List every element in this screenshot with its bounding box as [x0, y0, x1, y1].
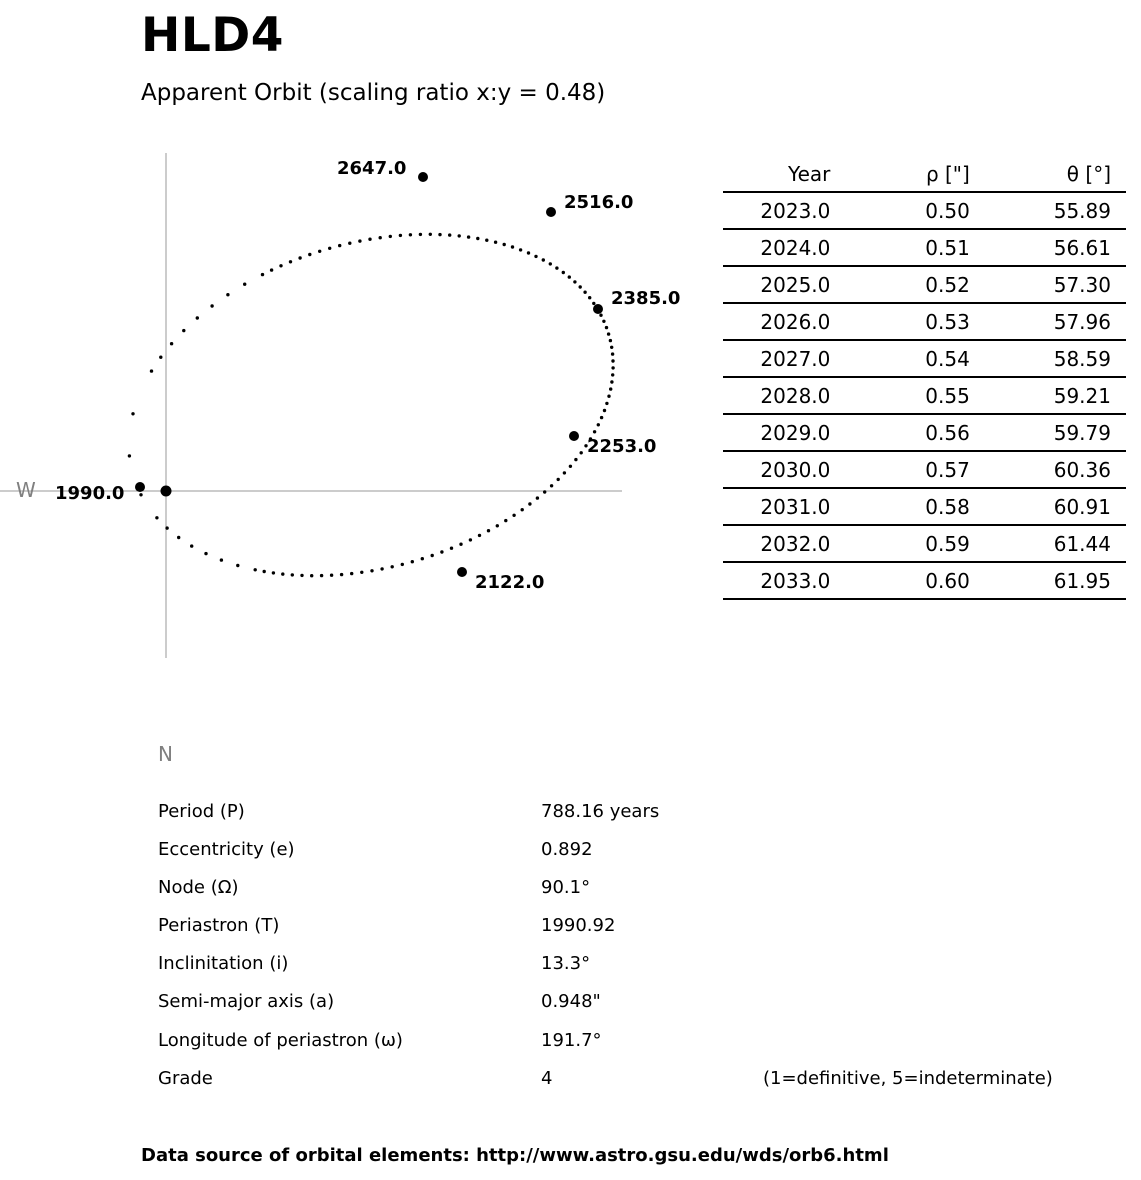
orbit-point [220, 558, 223, 561]
orbit-point [279, 264, 282, 267]
orbit-point [458, 234, 461, 237]
primary-star [161, 486, 172, 497]
table-header-row [723, 156, 1126, 192]
table-row [723, 377, 1126, 414]
orbit-point [588, 296, 591, 299]
orbit-point [600, 416, 603, 419]
orbit-point [196, 316, 199, 319]
orbit-point [263, 570, 266, 573]
table-row [723, 229, 1126, 266]
cell-rho: 0.53 [830, 303, 969, 340]
orbit-point [159, 356, 162, 359]
orbit-point [487, 529, 490, 532]
element-name: Semi-major axis (a) [158, 991, 335, 1013]
orbit-point [504, 519, 507, 522]
orbit-point [348, 242, 351, 245]
orbit-point [261, 273, 264, 276]
labeled-epochs [55, 158, 680, 593]
orbit-point [401, 563, 404, 566]
cell-year: 2027.0 [723, 340, 830, 377]
cell-year: 2028.0 [723, 377, 830, 414]
orbit-point [469, 538, 472, 541]
epoch-label: 2253.0 [587, 436, 657, 457]
orbit-point [411, 560, 414, 563]
orbit-point [611, 373, 614, 376]
orbit-point [605, 326, 608, 329]
orbit-path [128, 233, 615, 578]
orbit-point [440, 550, 443, 553]
orbit-point [485, 239, 488, 242]
table-row [723, 414, 1126, 451]
table-row [723, 525, 1126, 562]
orbit-point [300, 574, 303, 577]
table-row [723, 303, 1126, 340]
orbit-point [380, 567, 383, 570]
orbit-point [511, 245, 514, 248]
cell-year: 2025.0 [723, 266, 830, 303]
orbit-point [557, 478, 560, 481]
orbit-point [368, 238, 371, 241]
orbit-point [226, 293, 229, 296]
orbit-point [281, 572, 284, 575]
orbit-point [431, 554, 434, 557]
orbit-point [597, 423, 600, 426]
orbit-point [550, 484, 553, 487]
orbit-plot [0, 140, 700, 780]
epoch-point [593, 304, 603, 314]
orbit-point [128, 454, 131, 457]
epoch-label: 2122.0 [475, 572, 545, 593]
orbit-point [580, 451, 583, 454]
orbit-point [328, 247, 331, 250]
orbit-point [592, 302, 595, 305]
orbit-point [155, 516, 158, 519]
element-name: Longitude of periastron (ω) [158, 1029, 403, 1051]
orbit-point [611, 352, 614, 355]
orbit-point [609, 339, 612, 342]
orbit-point [568, 275, 571, 278]
orbit-point [330, 574, 333, 577]
header-year: Year [723, 156, 830, 192]
orbit-point [573, 280, 576, 283]
table-row [723, 488, 1126, 525]
cell-rho: 0.60 [830, 562, 969, 599]
cell-rho: 0.50 [830, 192, 969, 229]
orbit-point [605, 402, 608, 405]
orbit-point [358, 239, 361, 242]
orbit-point [177, 536, 180, 539]
orbit-point [298, 256, 301, 259]
cell-theta: 59.79 [970, 414, 1126, 451]
epoch-point [546, 207, 556, 217]
element-value: 0.892 [541, 839, 593, 861]
cell-year: 2029.0 [723, 414, 830, 451]
orbit-point [563, 471, 566, 474]
cell-rho: 0.56 [830, 414, 969, 451]
orbit-point [603, 409, 606, 412]
orbit-point [534, 255, 537, 258]
element-name: Periastron (T) [158, 915, 280, 937]
orbit-point [370, 569, 373, 572]
orbit-point [182, 329, 185, 332]
orbit-point [438, 233, 441, 236]
cell-theta: 61.95 [970, 562, 1126, 599]
orbit-point [579, 285, 582, 288]
cell-year: 2026.0 [723, 303, 830, 340]
orbit-subtitle: Apparent Orbit (scaling ratio x:y = 0.48) [141, 80, 606, 106]
star-title: HLD4 [141, 8, 284, 63]
cell-theta: 57.30 [970, 266, 1126, 303]
orbit-point [318, 250, 321, 253]
grade-note: (1=definitive, 5=indeterminate) [763, 1067, 1053, 1089]
orbit-point [338, 244, 341, 247]
cell-year: 2031.0 [723, 488, 830, 525]
epoch-point [457, 567, 467, 577]
orbit-point [310, 574, 313, 577]
orbit-point [254, 568, 257, 571]
orbit-point [574, 458, 577, 461]
orbit-point [599, 314, 602, 317]
orbit-point [569, 465, 572, 468]
element-value: 0.948" [541, 991, 601, 1013]
orbit-point [610, 380, 613, 383]
orbit-point [519, 248, 522, 251]
orbit-point [350, 572, 353, 575]
orbit-point [528, 502, 531, 505]
orbit-point [459, 543, 462, 546]
element-name: Eccentricity (e) [158, 839, 295, 861]
header-theta: θ [°] [970, 156, 1126, 192]
orbit-point [399, 234, 402, 237]
cell-year: 2030.0 [723, 451, 830, 488]
orbit-point [131, 412, 134, 415]
element-value: 1990.92 [541, 915, 616, 937]
orbit-point [593, 430, 596, 433]
orbit-point [536, 496, 539, 499]
cell-theta: 57.96 [970, 303, 1126, 340]
data-source: Data source of orbital elements: http://www.astro.gsu.edu/wds/orb6.html [141, 1145, 889, 1166]
element-name: Node (Ω) [158, 877, 239, 899]
orbit-point [340, 573, 343, 576]
orbit-point [421, 557, 424, 560]
orbit-point [379, 236, 382, 239]
epoch-label: 2385.0 [611, 288, 681, 309]
element-name: Grade [158, 1067, 213, 1089]
table-row [723, 266, 1126, 303]
orbit-point [607, 395, 610, 398]
orbit-point [389, 235, 392, 238]
orbit-point [139, 493, 142, 496]
orbit-point [190, 544, 193, 547]
ephemeris-table [723, 156, 1126, 600]
element-value: 191.7° [541, 1029, 602, 1051]
cell-rho: 0.58 [830, 488, 969, 525]
orbit-point [602, 320, 605, 323]
orbit-point [448, 233, 451, 236]
cell-rho: 0.51 [830, 229, 969, 266]
orbit-point [610, 346, 613, 349]
orbit-point [611, 366, 614, 369]
orbit-point [308, 253, 311, 256]
cell-rho: 0.52 [830, 266, 969, 303]
cell-rho: 0.59 [830, 525, 969, 562]
north-label: N [158, 742, 173, 766]
cell-year: 2032.0 [723, 525, 830, 562]
cell-theta: 58.59 [970, 340, 1126, 377]
orbit-point [607, 332, 610, 335]
orbit-point [291, 573, 294, 576]
orbit-point [476, 237, 479, 240]
orbit-point [429, 233, 432, 236]
cell-theta: 60.91 [970, 488, 1126, 525]
orbit-point [543, 490, 546, 493]
epoch-point [135, 482, 145, 492]
orbit-point [210, 304, 213, 307]
cell-rho: 0.54 [830, 340, 969, 377]
orbit-point [170, 342, 173, 345]
cell-year: 2033.0 [723, 562, 830, 599]
cell-theta: 60.36 [970, 451, 1126, 488]
orbit-point [478, 534, 481, 537]
orbit-point [243, 283, 246, 286]
cell-year: 2024.0 [723, 229, 830, 266]
table-row [723, 340, 1126, 377]
orbit-point [611, 359, 614, 362]
orbit-point [419, 233, 422, 236]
orbit-point [494, 241, 497, 244]
element-value: 4 [541, 1067, 553, 1089]
orbit-point [272, 571, 275, 574]
epoch-point [569, 431, 579, 441]
orbit-point [165, 526, 168, 529]
epoch-label: 2516.0 [564, 192, 634, 213]
orbit-point [289, 260, 292, 263]
epoch-point [418, 172, 428, 182]
orbit-point [562, 271, 565, 274]
orbit-point [204, 552, 207, 555]
orbit-point [236, 564, 239, 567]
orbit-point [409, 233, 412, 236]
orbit-point [549, 262, 552, 265]
orbit-point [270, 268, 273, 271]
orbit-point [503, 243, 506, 246]
cell-rho: 0.55 [830, 377, 969, 414]
epoch-label: 2647.0 [337, 158, 407, 179]
orbit-point [583, 291, 586, 294]
west-label: W [16, 478, 36, 502]
orbit-point [521, 508, 524, 511]
orbit-point [467, 235, 470, 238]
table-row [723, 451, 1126, 488]
orbit-point [542, 258, 545, 261]
element-name: Inclinitation (i) [158, 953, 289, 975]
orbit-point [512, 514, 515, 517]
cell-theta: 56.61 [970, 229, 1126, 266]
cell-theta: 61.44 [970, 525, 1126, 562]
cell-theta: 59.21 [970, 377, 1126, 414]
element-value: 90.1° [541, 877, 591, 899]
table-row [723, 192, 1126, 229]
orbit-point [391, 565, 394, 568]
orbit-point [527, 251, 530, 254]
cell-theta: 55.89 [970, 192, 1126, 229]
epoch-label: 1990.0 [55, 483, 125, 504]
orbit-point [450, 547, 453, 550]
orbit-point [496, 524, 499, 527]
header-rho: ρ ["] [830, 156, 969, 192]
element-value: 788.16 years [541, 801, 660, 822]
orbit-point [555, 266, 558, 269]
orbit-point [360, 571, 363, 574]
orbit-point [150, 369, 153, 372]
cell-rho: 0.57 [830, 451, 969, 488]
table-row [723, 562, 1126, 599]
cell-year: 2023.0 [723, 192, 830, 229]
orbit-point [609, 387, 612, 390]
element-name: Period (P) [158, 801, 245, 822]
element-value: 13.3° [541, 953, 591, 975]
orbit-point [320, 574, 323, 577]
